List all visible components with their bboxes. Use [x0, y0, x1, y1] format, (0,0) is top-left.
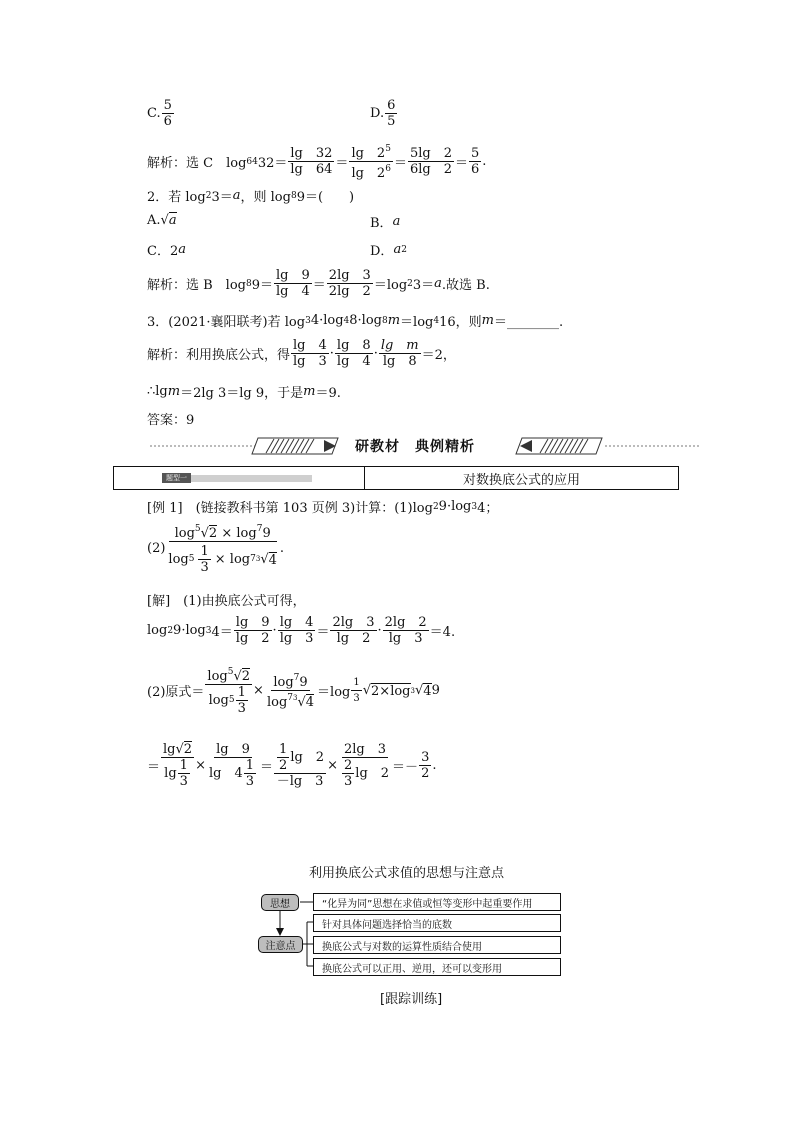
- option-d-label: D.: [370, 106, 385, 121]
- summary-box-3: 换底公式与对数的运算性质结合使用: [313, 936, 561, 954]
- q2-option-d: D． a 2: [370, 242, 407, 259]
- example1-part2: (2) $\log^5√2 \times \log^79$ log 5 $\frac{1}{3}$ × log 7 3 √ 4 .: [147, 524, 285, 575]
- q2-option-b: B． a: [370, 214, 401, 231]
- q3-answer: 答案：9: [147, 413, 195, 428]
- q3-solution: 解析：利用换底公式，得 $\frac{\lg 4}{\lg 3}$ · $\frac{\lg 8}{\lg 4}$ · $\frac{\text{lg m}}{\lg 8}$ ＝2，: [147, 338, 456, 369]
- topic-header: [113, 466, 679, 490]
- summary-node-thought: 思想: [261, 894, 299, 911]
- banner-title: 研教材 典例精析: [355, 439, 475, 455]
- topic-tag: 题型一: [162, 473, 191, 483]
- example1-fraction: $\log^5√2 \times \log^79$ log 5 $\frac{1}{3}$ × log 7 3 √ 4: [168, 524, 277, 575]
- solution1-line2: (2)原式＝ $\log^5√2$ log 5 $\frac{1}{3}$ × $\frac{\log^79}{\log^{73}√4}$ ＝log $\frac{1}{3}$ √ 2×log 3 √ 4 9: [147, 667, 440, 716]
- option-c-fraction: $\frac{5}{6}$: [163, 98, 172, 129]
- q1-solution: 解析：选 C log 64 32＝ $\frac{\lg 32}{\lg 64}$ ＝ $\frac{\lg 2^5}{\lg 2^6}$ ＝ $\frac{5\lg 2}{6\lg 2}$ ＝ $\frac{5}{6}$ .: [147, 144, 487, 181]
- q2-solution: 解析：选 B log 8 9＝ $\frac{\lg 9}{\lg 4}$ ＝ $\frac{2\lg 3}{2\lg 2}$ ＝log 2 3＝ a .故选 B.: [147, 268, 490, 299]
- q2-option-c: C．2 a: [147, 242, 186, 259]
- q2-stem: 2．若 log 2 3＝ a ，则 log 8 9＝( ): [147, 188, 355, 205]
- followup-heading: [跟踪训练]: [380, 992, 443, 1007]
- q2-option-a: A. √ a: [147, 212, 177, 228]
- option-d: [370, 98, 398, 129]
- option-c-label: C.: [147, 106, 161, 121]
- example1-stem: [例 1] (链接教科书第 103 页例 3)计算：(1)log 2 9·log 3 4；: [147, 499, 499, 516]
- q3-stem: 3．(2021·襄阳联考)若 log 3 4·log 4 8·log 8 m ＝log 4 16，则 m ＝________.: [147, 313, 564, 330]
- option-d-fraction: $\frac{6}{5}$: [387, 98, 396, 129]
- summary-node-notes: 注意点: [258, 936, 303, 953]
- sqrt-icon: √: [160, 212, 169, 228]
- topic-title: 对数换底公式的应用: [462, 472, 580, 488]
- summary-box-2: 针对具体问题选择恰当的底数: [313, 914, 561, 932]
- solution1-intro: [解] (1)由换底公式可得，: [147, 594, 306, 609]
- section-banner: [150, 436, 700, 456]
- summary-title: 利用换底公式求值的思想与注意点: [309, 866, 505, 881]
- solution1-line3: ＝ lg√2 lg $\frac{1}{3}$ × lg 9 lg 4 $\frac{1}{3}$ ＝ $\frac{1}{2}$ lg 2 －lg 3 × 2lg 3 $\frac{2}{3}$ lg 2 ＝－ $\frac{3}{2}$ .: [147, 742, 437, 789]
- q3-solution-line2: ∴lg m ＝2lg 3＝lg 9，于是 m ＝9.: [147, 384, 341, 401]
- topic-tag-cell: [114, 467, 365, 489]
- summary-box-1: “化异为同”思想在求值或恒等变形中起重要作用: [313, 893, 561, 911]
- summary-box-4: 换底公式可以正用、逆用，还可以变形用: [313, 958, 561, 976]
- solution1-line1: log 2 9·log 3 4＝ $\frac{\lg 9}{\lg 2}$ · $\frac{\lg 4}{\lg 3}$ ＝ $\frac{2\lg 3}{\lg 2}$ · $\frac{2\lg 2}{\lg 3}$ ＝4.: [147, 615, 456, 646]
- option-c: [147, 98, 175, 129]
